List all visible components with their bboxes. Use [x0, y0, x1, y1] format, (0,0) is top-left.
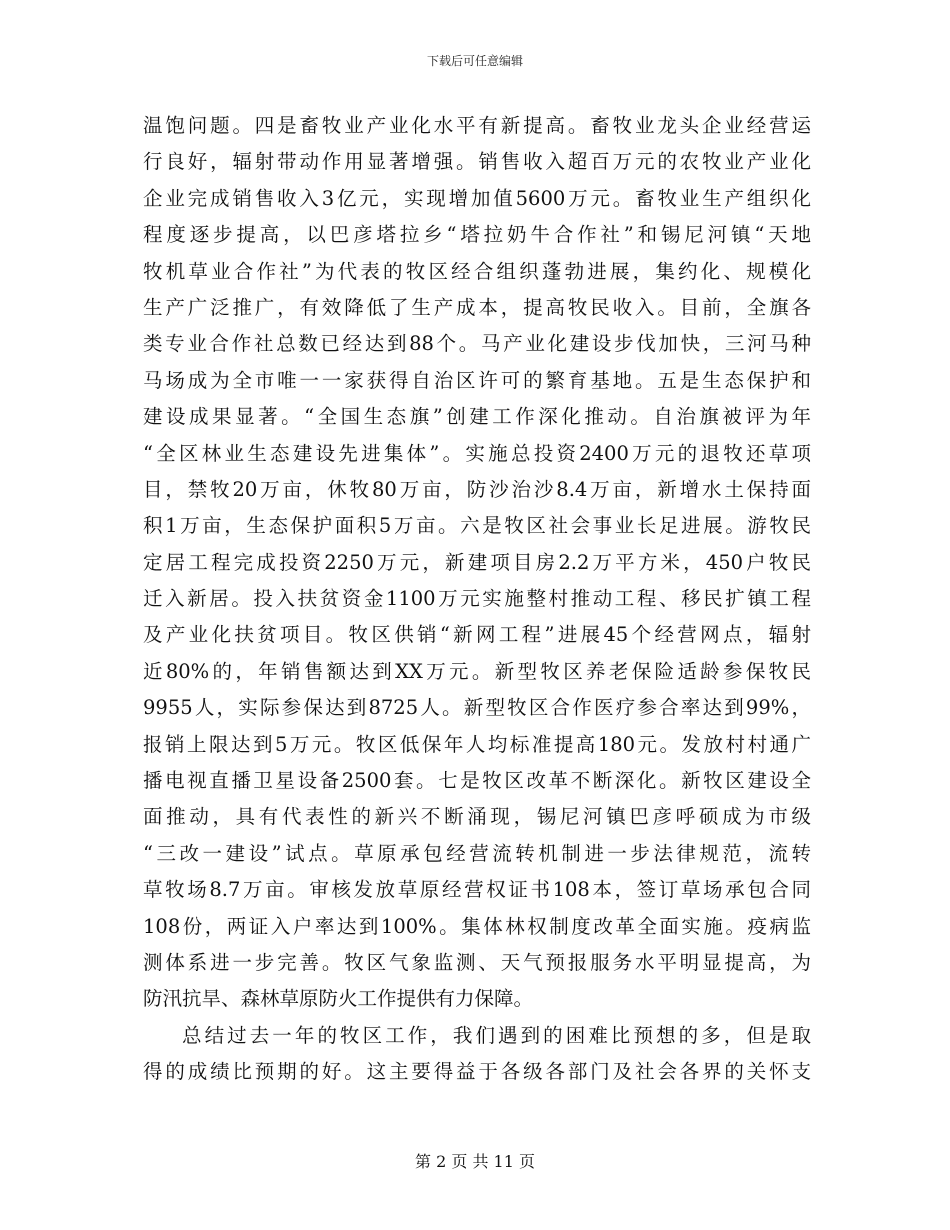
text-line: 迁入新居。投入扶贫资金1100万元实施整村推动工程、移民扩镇工程: [143, 587, 811, 611]
text-line: 报销上限达到5万元。牧区低保年人均标准提高180元。发放村村通广: [143, 732, 811, 756]
page-number: 第 2 页 共 11 页: [415, 1152, 535, 1171]
text-line: 得的成绩比预期的好。这主要得益于各级各部门及社会各界的关怀支: [143, 1060, 811, 1084]
page-header: 下载后可任意编辑: [426, 54, 523, 68]
text-line: 程度逐步提高，以巴彦塔拉乡“塔拉奶牛合作社”和锡尼河镇“天地: [143, 223, 811, 247]
text-line: 9955人，实际参保达到8725人。新型牧区合作医疗参合率达到99%，: [143, 696, 811, 720]
document-body: [143, 108, 811, 1091]
text-line: 牧机草业合作社”为代表的牧区经合组织蓬勃进展，集约化、规模化: [143, 259, 811, 283]
text-line: 马场成为全市唯一一家获得自治区许可的繁育基地。五是生态保护和: [143, 368, 811, 392]
text-line: 面推动，具有代表性的新兴不断涌现，锡尼河镇巴彦呼硕成为市级: [143, 805, 811, 829]
text-line: 总结过去一年的牧区工作，我们遇到的困难比预想的多，但是取: [182, 1023, 811, 1047]
text-line: 目，禁牧20万亩，休牧80万亩，防沙治沙8.4万亩，新增水土保持面: [143, 477, 811, 501]
text-line: 积1万亩，生态保护面积5万亩。六是牧区社会事业长足进展。游牧民: [143, 514, 811, 538]
text-line: 行良好，辐射带动作用显著增强。销售收入超百万元的农牧业产业化: [143, 150, 811, 174]
text-line: 类专业合作社总数已经达到88个。马产业化建设步伐加快，三河马种: [143, 332, 811, 356]
text-line: 草牧场8.7万亩。审核发放草原经营权证书108本，签订草场承包合同: [143, 878, 811, 902]
text-line: 生产广泛推广，有效降低了生产成本，提高牧民收入。目前，全旗各: [143, 295, 811, 319]
text-line: 企业完成销售收入3亿元，实现增加值5600万元。畜牧业生产组织化: [143, 186, 811, 210]
text-line: 建设成果显著。“全国生态旗”创建工作深化推动。自治旗被评为年: [143, 405, 811, 429]
text-line: 温饱问题。四是畜牧业产业化水平有新提高。畜牧业龙头企业经营运: [143, 114, 811, 137]
text-line: 108份，两证入户率达到100%。集体林权制度改革全面实施。疫病监: [143, 914, 811, 938]
text-line: 近80%的，年销售额达到XX万元。新型牧区养老保险适龄参保牧民: [143, 659, 811, 683]
text-line: “三改一建设”试点。草原承包经营流转机制进一步法律规范，流转: [143, 841, 811, 865]
text-line: 测体系进一步完善。牧区气象监测、天气预报服务水平明显提高，为: [143, 950, 811, 974]
text-line: “全区林业生态建设先进集体”。实施总投资2400万元的退牧还草项: [143, 441, 811, 465]
text-line: 防汛抗旱、森林草原防火工作提供有力保障。: [143, 987, 534, 1011]
text-line: 定居工程完成投资2250万元，新建项目房2.2万平方米，450户牧民: [143, 550, 811, 574]
text-line: 播电视直播卫星设备2500套。七是牧区改革不断深化。新牧区建设全: [143, 769, 811, 793]
text-line: 及产业化扶贫项目。牧区供销“新网工程”进展45个经营网点，辐射: [143, 623, 811, 647]
